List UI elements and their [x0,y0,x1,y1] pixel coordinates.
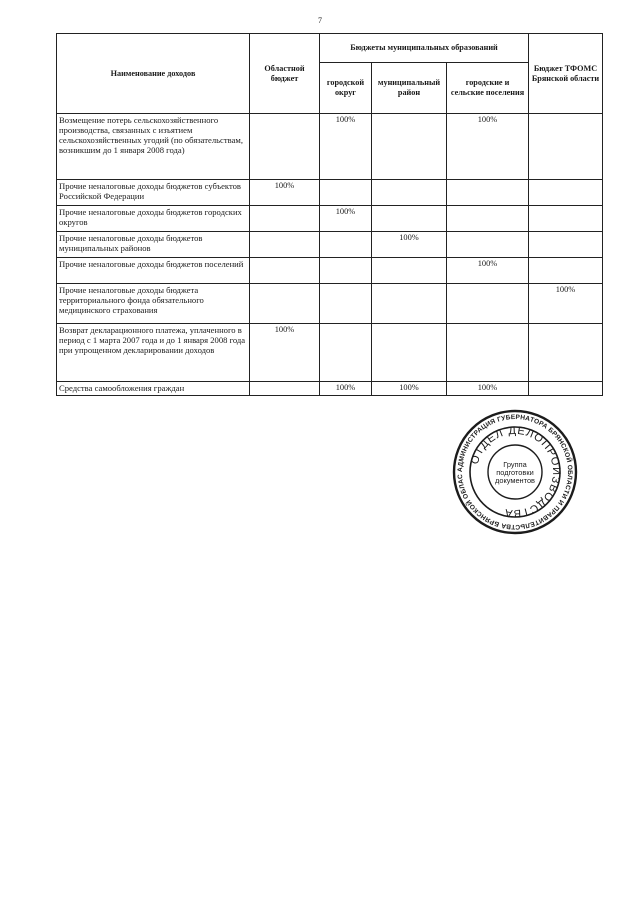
income-name-cell: Прочие неналоговые доходы бюджетов муниципальных районов [57,232,250,258]
tfoms-share-cell [529,232,603,258]
city-share-cell: 100% [320,114,372,180]
municipal-share-cell [372,114,447,180]
settlements-share-cell: 100% [447,258,529,284]
income-name-cell: Возврат декларационного платежа, уплаченного в период с 1 марта 2007 года и до 1 января 2008 года при упрощенном декларировании доходов [57,324,250,382]
regional-share-cell [250,206,320,232]
office-stamp [450,407,580,537]
header-municipal-district: муниципальный район [372,63,447,114]
settlements-share-cell: 100% [447,114,529,180]
settlements-share-cell: 100% [447,382,529,396]
settlements-share-cell [447,284,529,324]
tfoms-share-cell [529,206,603,232]
city-share-cell: 100% [320,206,372,232]
table-row [57,114,603,180]
stamp-center-line-2: подготовки [496,468,534,477]
table-row [57,284,603,324]
header-regional-budget: Областной бюджет [250,34,320,114]
settlements-share-cell [447,232,529,258]
municipal-share-cell [372,284,447,324]
income-name-cell: Прочие неналоговые доходы бюджета территориального фонда обязательного медицинского страхования [57,284,250,324]
table-row [57,382,603,396]
table-row [57,232,603,258]
income-name-cell: Прочие неналоговые доходы бюджетов городских округов [57,206,250,232]
income-name-cell: Средства самообложения граждан [57,382,250,396]
income-name-cell: Прочие неналоговые доходы бюджетов субъектов Российской Федерации [57,180,250,206]
city-share-cell [320,258,372,284]
tfoms-share-cell [529,180,603,206]
header-city-district: городской округ [320,63,372,114]
header-income-name: Наименование доходов [57,34,250,114]
table-row [57,324,603,382]
tfoms-share-cell [529,114,603,180]
settlements-share-cell [447,206,529,232]
city-share-cell: 100% [320,382,372,396]
tfoms-share-cell [529,382,603,396]
header-settlements: городские и сельские поселения [447,63,529,114]
municipal-share-cell: 100% [372,232,447,258]
income-name-cell: Прочие неналоговые доходы бюджетов поселений [57,258,250,284]
regional-share-cell [250,232,320,258]
city-share-cell [320,324,372,382]
settlements-share-cell [447,324,529,382]
settlements-share-cell [447,180,529,206]
tfoms-share-cell: 100% [529,284,603,324]
municipal-share-cell [372,206,447,232]
municipal-share-cell [372,180,447,206]
stamp-outer-text: АДМИНИСТРАЦИЯ ГУБЕРНАТОРА БРЯНСКОЙ ОБЛАСТИ И ПРАВИТЕЛЬСТВА БРЯНСКОЙ ОБЛАС [456,413,574,531]
header-municipal-budgets: Бюджеты муниципальных образований [320,34,529,63]
regional-share-cell: 100% [250,324,320,382]
table-row [57,180,603,206]
header-tfoms-budget: Бюджет ТФОМС Брянской области [529,34,603,114]
page-number: 7 [318,16,322,25]
regional-share-cell [250,258,320,284]
tfoms-share-cell [529,324,603,382]
stamp-inner-text: ОТДЕЛ ДЕЛОПРОИЗВОДСТВА [468,424,563,520]
municipal-share-cell [372,324,447,382]
regional-share-cell [250,382,320,396]
stamp-graphic [450,407,580,537]
city-share-cell [320,284,372,324]
municipal-share-cell [372,258,447,284]
stamp-center-line-1: Группа [503,460,527,469]
city-share-cell [320,232,372,258]
stamp-center-line-3: документов [495,476,535,485]
municipal-share-cell: 100% [372,382,447,396]
tfoms-share-cell [529,258,603,284]
regional-share-cell [250,284,320,324]
table-row [57,258,603,284]
regional-share-cell [250,114,320,180]
income-distribution-table [56,33,603,396]
income-name-cell: Возмещение потерь сельскохозяйственного производства, связанных с изъятием сельскохозяйственных угодий (по обязательствам, возникшим до 1 января 2008 года) [57,114,250,180]
table-row [57,206,603,232]
regional-share-cell: 100% [250,180,320,206]
city-share-cell [320,180,372,206]
